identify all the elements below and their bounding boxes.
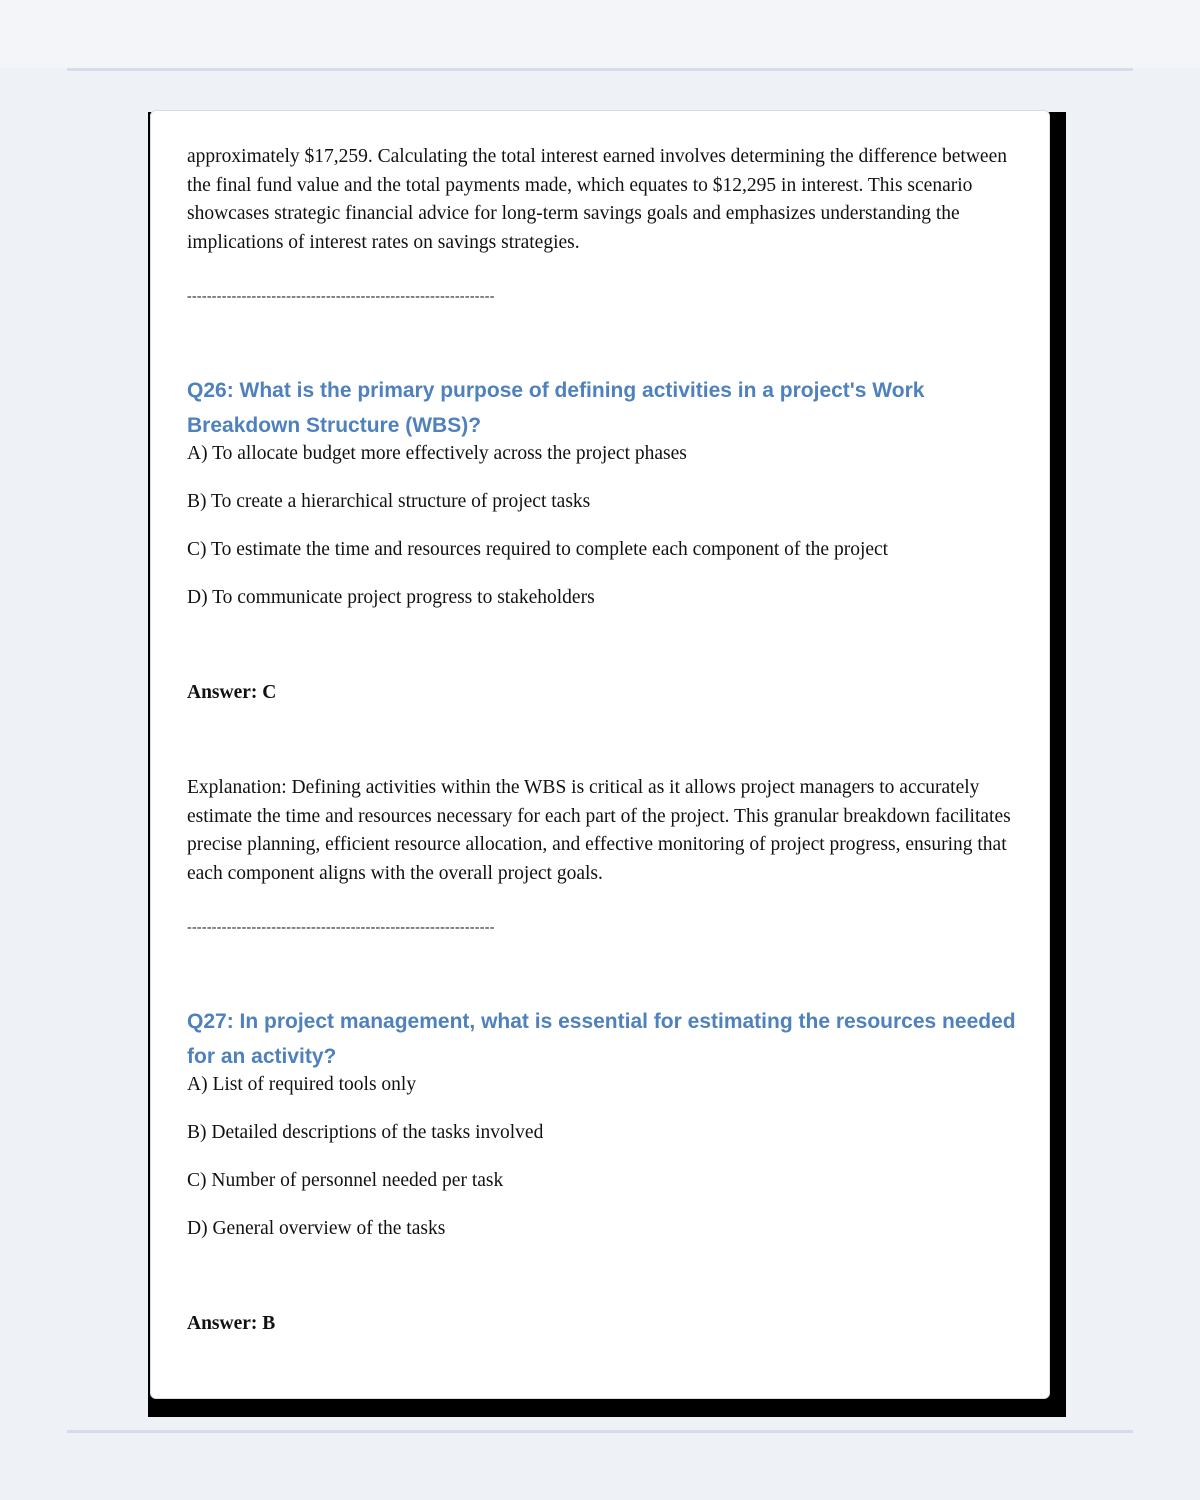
q26-option-d: D) To communicate project progress to stakeholders — [187, 587, 595, 608]
q27-option-a: A) List of required tools only — [187, 1074, 417, 1095]
q27-answer: Answer: B — [187, 1313, 276, 1334]
bottom-divider — [67, 1430, 1133, 1433]
q26-answer: Answer: C — [187, 682, 277, 703]
q27-option-d: D) General overview of the tasks — [187, 1218, 446, 1239]
intro-paragraph: approximately $17,259. Calculating the total interest earned involves determining the difference between the final fund value and the total payments made, which equates to $12,295 in interest. This scenario showcases strategic financial advice for long-term savings goals and emphasizes understanding the implications of interest rates on savings strategies. — [187, 146, 1007, 253]
q27-option-c: C) Number of personnel needed per task — [187, 1170, 504, 1191]
top-divider — [67, 68, 1133, 71]
q27-option-b: B) Detailed descriptions of the tasks involved — [187, 1122, 544, 1143]
separator: -------------------------------------------------------------- — [187, 920, 495, 935]
question-26: Q26: What is the primary purpose of defining activities in a project's Work Breakdown Structure (WBS)? — [187, 379, 925, 437]
question-27: Q27: In project management, what is essential for estimating the resources needed for an activity? — [187, 1010, 1016, 1068]
q26-option-b: B) To create a hierarchical structure of project tasks — [187, 491, 591, 512]
q26-option-a: A) To allocate budget more effectively across the project phases — [187, 443, 687, 464]
q26-explanation: Explanation: Defining activities within the WBS is critical as it allows project managers to accurately estimate the time and resources necessary for each part of the project. This granular breakdown facilitates precise planning, efficient resource allocation, and effective monitoring of project progress, ensuring that each component aligns with the overall project goals. — [187, 777, 1011, 884]
viewer-top-bar — [0, 0, 1200, 68]
document-page — [150, 110, 1050, 1399]
page-content — [187, 143, 1027, 1338]
q26-option-c: C) To estimate the time and resources required to complete each component of the project — [187, 539, 889, 560]
separator: -------------------------------------------------------------- — [187, 289, 495, 304]
